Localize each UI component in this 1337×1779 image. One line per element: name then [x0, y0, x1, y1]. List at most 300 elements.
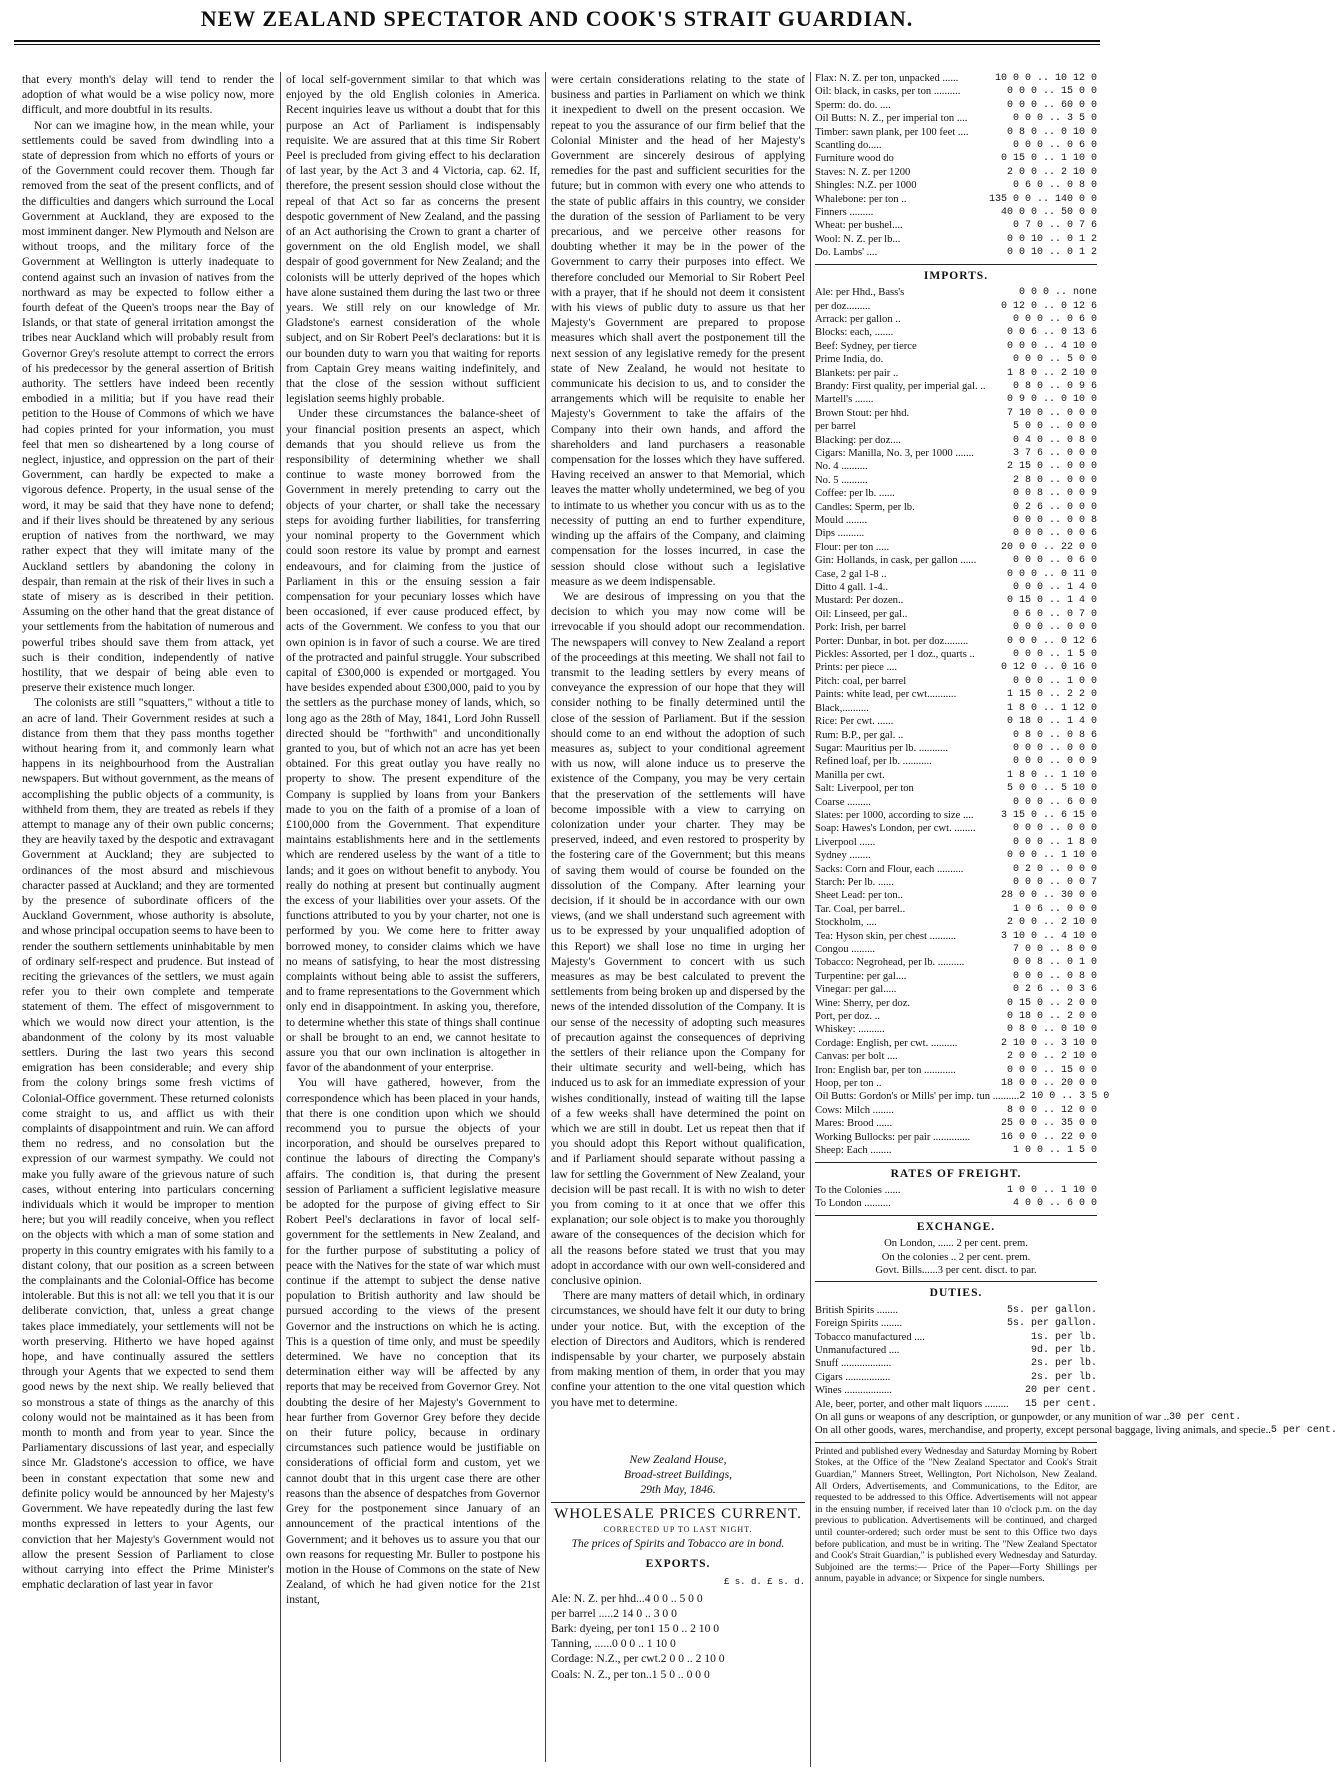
item-price: 0 0 10 .. 0 1 2	[1006, 247, 1097, 259]
item-name: Prints: per piece ....	[815, 662, 898, 674]
item-price: 0 15 0 .. 2 0 0	[1006, 997, 1097, 1009]
item-name: Ale, beer, porter, and other malt liquors .........	[815, 1398, 1009, 1410]
item-price: 0 0 0 .. 1 5 0	[1012, 649, 1097, 661]
item-price: 7 0 0 .. 8 0 0	[1012, 944, 1097, 955]
item-name: Foreign Spirits ........	[815, 1318, 903, 1330]
item-price: 1 8 0 .. 1 12 0	[1006, 702, 1097, 714]
price-row	[815, 635, 1097, 648]
divider	[815, 1281, 1097, 1282]
item-price: 0 0 0 .. 60 0 0	[1006, 99, 1097, 111]
item-price: 2s. per lb.	[1030, 1371, 1097, 1383]
price-row	[815, 367, 1097, 380]
prices-note: The prices of Spirits and Tobacco are in bond.	[571, 1538, 785, 1551]
item-price: 0 0 0 .. 15 0 0	[1006, 1064, 1097, 1076]
item-price: 0 0 0 .. 0 0 0	[1012, 742, 1097, 754]
prices-subtitle: CORRECTED UP TO LAST NIGHT.	[603, 1524, 753, 1534]
item-name: Slates: per 1000, according to size ....	[815, 809, 974, 821]
item-price: 135 0 0 .. 140 0 0	[988, 193, 1097, 205]
item-price: 0 0 0 .. 1 8 0	[1012, 836, 1097, 848]
price-row	[815, 313, 1097, 326]
item-price: 0 0 0 .. 1 4 0	[1012, 582, 1097, 594]
item-name: Bark: dyeing, per ton	[551, 1622, 650, 1636]
price-row	[815, 863, 1097, 876]
item-name: Finners .........	[815, 207, 874, 219]
item-name: British Spirits ........	[815, 1304, 898, 1316]
price-row	[815, 112, 1097, 125]
item-name: Tea: Hyson skin, per chest ..........	[815, 930, 957, 942]
item-name: Cigars: Manilla, No. 3, per 1000 .......	[815, 447, 974, 459]
price-row	[815, 393, 1097, 406]
item-name: Salt: Liverpool, per ton	[815, 783, 914, 795]
item-name: Black,..........	[815, 702, 869, 714]
item-price: 0 0 0 .. 0 0 9	[1012, 756, 1097, 768]
imports-list	[815, 286, 1110, 1157]
item-name: Tanning, ......	[551, 1637, 613, 1651]
item-price: 0 12 0 .. 0 12 6	[1000, 300, 1097, 312]
item-name: Wines ..................	[815, 1385, 892, 1397]
item-price: 0 0 0 .. 0 6 0	[1012, 555, 1097, 567]
price-row	[815, 1104, 1097, 1117]
price-row	[815, 501, 1097, 514]
item-name: Congou .........	[815, 944, 876, 955]
price-row	[551, 1667, 805, 1682]
item-name: Shingles: N.Z. per 1000	[815, 180, 917, 192]
price-row	[815, 179, 1097, 192]
price-row	[815, 688, 1097, 701]
price-row	[815, 1037, 1097, 1050]
item-price: 0 0 0 .. 5 0 0	[1012, 354, 1097, 366]
item-name: Furniture wood do	[815, 153, 894, 165]
item-name: Liverpool ......	[815, 836, 876, 848]
item-name: Porter: Dunbar, in bot. per doz.........	[815, 635, 969, 647]
item-name: No. 5 ..........	[815, 474, 868, 486]
item-name: To the Colonies ......	[815, 1184, 901, 1196]
price-row	[815, 581, 1097, 594]
price-row	[815, 594, 1097, 607]
exports-continued	[815, 72, 1097, 260]
item-name: Snuff ...................	[815, 1358, 892, 1370]
item-price: 0 0 0 .. 0 12 6	[1006, 635, 1097, 647]
price-row	[815, 568, 1097, 581]
duty-row	[815, 1344, 1097, 1357]
item-name: Unmanufactured ....	[815, 1344, 900, 1356]
item-price: 0 9 0 .. 0 10 0	[1006, 394, 1097, 406]
price-row	[815, 916, 1097, 929]
item-name: Oil: Linseed, per gal..	[815, 608, 908, 620]
item-name: Cows: Milch ........	[815, 1104, 894, 1116]
item-price: 0 0 0 .. 4 10 0	[1006, 340, 1097, 352]
item-name: Wine: Sherry, per doz.	[815, 997, 911, 1009]
price-row	[815, 822, 1097, 835]
item-price: 0 18 0 .. 2 0 0	[1006, 1011, 1097, 1023]
price-row	[815, 219, 1097, 232]
item-name: Beef: Sydney, per tierce	[815, 340, 917, 352]
item-price: 2 10 0 .. 3 5 0	[1019, 1091, 1110, 1103]
item-price: 0 6 0 .. 0 8 0	[1012, 180, 1097, 192]
item-name: Sperm: do. do. ....	[815, 99, 891, 111]
item-price: 15 per cent.	[1024, 1398, 1097, 1410]
price-row	[815, 876, 1097, 889]
price-row	[815, 99, 1097, 112]
item-name: Vinegar: per gal.....	[815, 984, 897, 996]
exports-heading: EXPORTS.	[645, 1558, 711, 1571]
column-divider	[545, 72, 546, 1762]
article-column-1	[22, 72, 274, 1762]
divider	[815, 1442, 1097, 1443]
item-price: 2 15 0 .. 0 0 0	[1006, 461, 1097, 473]
item-name: Sugar: Mauritius per lb. ...........	[815, 742, 948, 754]
paragraph: of local self-government similar to that which was enjoyed by the old English colonies in America. Recent inquiries leave us without a doubt that for this purpose an Act of Parliament is indispensably requisite. We are assured that at this time Sir Robert Peel is precluded from giving effect to his declaration of last year, by the Act 3 and 4 Victoria, cap. 62. If, therefore, the present session should close without the repeal of that Act so far as concerns the present despotic government of New Zealand, and the passing of an Act authorising the Crown to grant a charter of government on the old English model, we shall despair of good government for New Zealand; and the colonists will be utterly deprived of the hopes which have alone sustained them during the last two or three years. We still rely on our knowledge of Mr. Gladstone's earnest consideration of the whole subject, and on Sir Robert Peel's declarations: but it is our bounden duty to warn you that waiting for reports from Captain Grey means waiting indefinitely, and that the close of the session without sufficient legislation seems highly probable.	[286, 73, 540, 406]
price-row	[815, 326, 1097, 339]
item-price: 2 0 0 .. 2 10 0	[1006, 1051, 1097, 1063]
price-row	[815, 193, 1097, 206]
price-row	[551, 1636, 805, 1651]
price-row	[551, 1621, 805, 1636]
price-row	[815, 889, 1097, 902]
price-row	[815, 126, 1097, 139]
price-row	[815, 434, 1097, 447]
item-price: 1 8 0 .. 1 10 0	[1006, 769, 1097, 781]
item-price: 0 0 0 .. 15 0 0	[1006, 86, 1097, 98]
price-row	[815, 353, 1097, 366]
item-price: 1 5 0 .. 0 0 0	[651, 1667, 710, 1681]
duty-row	[815, 1371, 1097, 1384]
price-row	[815, 1131, 1097, 1144]
item-name: Arrack: per gallon ..	[815, 313, 901, 325]
item-price: 0 0 0 .. 3 5 0	[1012, 113, 1097, 125]
masthead: NEW ZEALAND SPECTATOR AND COOK'S STRAIT GUARDIAN.	[200, 6, 914, 31]
paragraph: were certain considerations relating to the state of business and parties in Parliament on which we think it inexpedient to dwell on the present occasion. We repeat to you the assurance of our firm belief that the Colonial Minister and the head of her Majesty's Government are sincerely desirous of applying remedies for the past and sufficient securities for the future; but in common with every one who attends to the state of public affairs in this country, we consider the duration of the session of Parliament to be very precarious, and we perceive other reasons for doubting whether it may be in the power of the Government to carry their purposes into effect. We therefore concluded our Memorial to Sir Robert Peel with a prayer, that if he should not deem it consistent with his views of public duty to assure us that her Majesty's Government are prepared to propose measures which shall avert the postponement till the next session of any legislative remedy for the present state of New Zealand, he would not hesitate to communicate his decision to us, and to consider the arrangements which will be requisite to enable her Majesty's Government to take the affairs of the Company into their own hands, and afford the shareholders and land purchasers a reasonable compensation for the losses which they have suffered. Having received an answer to that Memorial, which leaves the matter wholly undetermined, we beg of you to intimate to us whether you concur with us as to the necessity of putting an end to further expenditure, winding up the affairs of the Company, and claiming compensation for the losses incurred, in case the session should close without such a legislative measure as we deem indispensable.	[551, 73, 805, 588]
imports-heading: IMPORTS.	[923, 269, 989, 282]
price-row	[815, 769, 1097, 782]
item-price: 0 8 0 .. 0 9 6	[1012, 380, 1097, 392]
item-price: 0 0 0 .. 0 6 0	[1012, 313, 1097, 325]
item-name: Sheep: Each ........	[815, 1145, 892, 1157]
item-name: Tar. Coal, per barrel..	[815, 903, 906, 915]
price-row	[815, 742, 1097, 755]
item-name: Mustard: Per dozen..	[815, 595, 904, 607]
signoff-line: Broad-street Buildings,	[624, 1468, 732, 1482]
item-name: Refined loaf, per lb. ...........	[815, 756, 932, 768]
freight-list	[815, 1184, 1097, 1211]
freight-heading: RATES OF FREIGHT.	[890, 1167, 1022, 1180]
item-name: per doz.........	[815, 300, 871, 312]
item-name: Martell's .......	[815, 394, 874, 406]
price-row	[815, 702, 1097, 715]
item-price: 1 15 0 .. 2 2 0	[1006, 689, 1097, 701]
item-name: Whiskey: ..........	[815, 1024, 885, 1036]
item-name: Canvas: per bolt ....	[815, 1051, 898, 1063]
colophon: Printed and published every Wednesday and Saturday Morning by Robert Stokes, at the Office of the "New Zealand Spectator and Cook's Strait Guardian," Manners Street, Wellington, Port Nicholson, New Zealand. All Orders, Advertisements, and Communications, to the Editor, are requested to be addressed to this Office. Advertisements will not appear in the ensuing number, if received later than 10 o'clock p.m. on the day previous to publication. Advertisements will be continued, and charged until counter-ordered; such order must be sent to this Office two days before publication, and must be in writing. The "New Zealand Spectator and Cook's Strait Guardian," is published every Wednesday and Saturday. Subjoined are the terms:— Price of the Paper—Forty Shillings per annum, payable in advance; or Sixpence for single numbers.	[815, 1446, 1097, 1585]
price-row	[815, 1077, 1097, 1090]
item-name: Ditto 4 gall. 1-4..	[815, 582, 888, 594]
item-name: Hoop, per ton ..	[815, 1078, 882, 1090]
price-row	[815, 729, 1097, 742]
price-row	[815, 340, 1097, 353]
item-price: 0 0 0 .. 0 11 0	[1006, 568, 1097, 580]
item-name: Mould ........	[815, 515, 868, 526]
item-price: 2 0 0 .. 2 10 0	[1006, 166, 1097, 178]
item-name: Sheet Lead: per ton..	[815, 890, 903, 902]
item-name: To London ..........	[815, 1198, 891, 1210]
item-name: Manilla per cwt.	[815, 769, 885, 781]
item-price: 0 7 0 .. 0 7 6	[1012, 220, 1097, 232]
price-row	[815, 997, 1097, 1010]
duty-row	[815, 1424, 1337, 1437]
price-row	[815, 72, 1097, 85]
article-body	[551, 72, 805, 1452]
price-row	[815, 970, 1097, 983]
price-row	[815, 1064, 1097, 1077]
item-price: 4 0 0 .. 6 0 0	[1012, 1198, 1097, 1210]
duty-row	[815, 1357, 1097, 1370]
price-row	[815, 648, 1097, 661]
price-row	[815, 1090, 1110, 1103]
item-name: Mares: Brood ......	[815, 1118, 893, 1130]
item-price: 0 15 0 .. 1 4 0	[1006, 595, 1097, 607]
item-name: Blocks: each, .......	[815, 327, 894, 339]
duty-row	[815, 1398, 1097, 1411]
duties-list	[815, 1304, 1337, 1438]
item-price: 0 0 0 .. none	[1018, 287, 1097, 299]
item-price: 0 8 0 .. 0 10 0	[1006, 1024, 1097, 1036]
masthead-rule-thin	[14, 44, 1100, 45]
exports-list	[551, 1591, 805, 1682]
duty-row	[815, 1317, 1097, 1330]
divider	[551, 1502, 805, 1503]
price-row	[815, 554, 1097, 567]
paragraph: We are desirous of impressing on you that the decision to which you may now come will be irrevocable if you should adopt our recommendation. The newspapers will convey to New Zealand a report of the proceedings at this meeting. We shall not fail to transmit to the leading settlers by every means of conveyance the expression of our hope that they will consider nothing to be finally determined until the close of the session of Parliament. But if the session should come to an end without the adoption of such measures as, subject to your conditional agreement with us now, will alone induce us to preserve the existence of the Company, you may be very certain that the preservation of the settlements will have become impossible with a view to carrying on colonization under your charter. They may be preserved, indeed, and even restored to prosperity by the fostering care of the Government; but this means of saving them would of course be founded on the dissolution of the Company. After learning your decision, if it should be in accordance with our own views, (and we shall understand such agreement with us to be expressed by your unqualified adoption of this Report) we shall lose no time in urging her Majesty's Government to concert with us such measures as may be best calculated to prevent the settlements from being broken up and dispersed by the news of the intended dissolution of the Company. It is our sense of the necessity of adopting such measures of precaution against the consequences of depriving the settlers of their reliance upon the Company for their ultimate security and well-being, which has induced us to ask for an immediate expression of your wishes conditionally, instead of waiting till the lapse of a few weeks shall have determined the point on which we are still in doubt. Let us repeat then that if you should adopt this Report without qualification, and if Parliament should separate without passing a law for settling the Government of New Zealand, your decision will be past recall. It is with no wish to deter you from coming to it at once that we offer this explanation; our sole object is to make you thoroughly aware of the consequences of the decision which for all the reasons before stated we trust that you may adopt in accordance with our own well-considered and conclusive opinion.	[551, 589, 806, 1288]
item-name: No. 4 ..........	[815, 461, 868, 473]
item-price: 5s. per gallon.	[1006, 1318, 1097, 1330]
item-name: Wool: N. Z. per lb...	[815, 233, 901, 245]
price-row	[815, 487, 1097, 500]
price-row	[815, 1050, 1097, 1063]
item-price: 30 per cent.	[1169, 1412, 1242, 1423]
item-price: 18 0 0 .. 20 0 0	[1000, 1078, 1097, 1090]
duty-row	[815, 1411, 1242, 1424]
price-row	[815, 527, 1097, 540]
item-price: 40 0 0 .. 50 0 0	[1000, 207, 1097, 219]
item-name: Iron: English bar, per ton ............	[815, 1064, 956, 1076]
item-price: 28 0 0 .. 30 0 0	[1000, 890, 1097, 902]
column-divider	[810, 72, 811, 1767]
item-price: 3 10 0 .. 4 10 0	[1000, 930, 1097, 942]
item-price: 2 0 0 .. 2 10 0	[1006, 917, 1097, 929]
item-price: 9d. per lb.	[1030, 1344, 1097, 1356]
item-name: Ale: N. Z. per hhd...	[551, 1591, 645, 1605]
item-price: 0 0 0 .. 0 0 6	[1012, 528, 1097, 540]
item-name: Oil: black, in casks, per ton ..........	[815, 86, 961, 98]
item-price: 10 0 0 .. 10 12 0	[994, 73, 1097, 84]
price-row	[815, 85, 1097, 98]
price-row	[815, 930, 1097, 943]
item-name: per barrel	[815, 421, 856, 433]
item-name: Sacks: Corn and Flour, each ..........	[815, 863, 964, 875]
paragraph: Under these circumstances the balance-sheet of your financial position presents an aspect, which demands that you should relieve us from the responsibility of determining whether we shall continue to waste money borrowed from the Government in merely pretending to carry out the objects of your charter, or shall take the necessary steps for avoiding further liabilities, for transferring your nominal property to the Government which could soon restore its value by prompt and earnest endeavours, and for claiming from the justice of Parliament in this or the ensuing session a fair compensation for your pecuniary losses which have been occasioned, if ever cause produced effect, by acts of the Government. We confess to you that our own opinion is in favor of such a course. We are tired of the protracted and painful struggle. Your subscribed capital of £300,000 is expended or mortgaged. You have besides expended about £300,000, paid to you by the settlers as the purchase money of lands, which, so long ago as the 28th of May, 1841, Lord John Russell directed should be "forthwith" and unconditionally granted to you, but of which not an acre has yet been obtained. For this great outlay you have really no property to show. The present expenditure of the Company is supplied by loans from your Bankers made to you on the faith of a promise of a loan of £100,000 from the Government. That expenditure maintains establishments here and in the settlements which are rendered useless by the want of a title to lands; and it goes on without benefit to anybody. You really do nothing at present but continually augment the excess of your liabilities over your assets. Of the functions attributed to you by your charter, not one is performed by you. We come here to fritter away borrowed money, to consider claims which we have no means of satisfying, to hear the most distressing complaints without being able to assist the sufferers, and to frame representations to the Government which only end in disappointment. In asking you, therefore, to determine whether this state of things shall continue or shall be brought to an end, we cannot hesitate to assure you that our own inclination is altogether in favor of the abandonment of your enterprise.	[286, 407, 540, 1075]
freight-row	[815, 1184, 1097, 1197]
item-price: 0 4 0 .. 0 8 0	[1012, 434, 1097, 446]
item-price: 0 12 0 .. 0 16 0	[1000, 662, 1097, 674]
item-price: 1 8 0 .. 2 10 0	[1006, 367, 1097, 379]
item-name: Coals: N. Z., per ton..	[551, 1667, 652, 1681]
duty-row	[815, 1331, 1097, 1344]
item-price: 16 0 0 .. 22 0 0	[1000, 1131, 1097, 1143]
item-name: Oil Butts: Gordon's or Mills' per imp. tun ..........	[815, 1091, 1020, 1103]
freight-row	[815, 1197, 1097, 1210]
item-name: Pitch: coal, per barrel	[815, 675, 907, 687]
item-name: Brown Stout: per hhd.	[815, 407, 910, 419]
price-row	[815, 420, 1097, 433]
price-row	[815, 1117, 1097, 1130]
item-name: Scantling do.....	[815, 140, 882, 152]
item-price: 5 per cent.	[1270, 1425, 1337, 1437]
item-price: 3 15 0 .. 6 15 0	[1000, 809, 1097, 821]
item-name: Flour: per ton .....	[815, 541, 890, 553]
item-name: Blacking: per doz....	[815, 434, 901, 446]
prices-title: WHOLESALE PRICES CURRENT.	[554, 1505, 802, 1522]
item-price: 0 0 8 .. 0 1 0	[1012, 957, 1097, 969]
item-name: Flax: N. Z. per ton, unpacked ......	[815, 73, 959, 84]
item-price: 2 14 0 .. 3 0 0	[613, 1606, 677, 1620]
item-name: Stockholm, ....	[815, 917, 877, 929]
price-row	[815, 380, 1097, 393]
item-price: 1 15 0 .. 2 10 0	[649, 1622, 720, 1636]
paragraph: The colonists are still "squatters," without a title to an acre of land. Their Government resides at such a distance from them that they pass months together without hearing from it, and commonly learn what happens in its neighbourhood from the Australian newspapers. But without government, as the means of accomplishing the public objects of a community, is withheld from them, they are treated as rebels if they attempt to manage any of their own public concerns; they are heavily taxed by the despotic and extravagant Government at Auckland; they are subjected to ordinances of the most absurd and mischievous character passed at Auckland; and they are tormented by the presence of subordinate officers of the Auckland Government, whose authority is absolute, and whose principal occupation seems to have been to render the southern settlements uninhabitable by men of ordinary self-respect and prudence. But instead of reciting the grievances of the settlers, we must again refer you to their own complete and temperate statement of them. The effect of misgovernment to which we would now direct your attention, is the abandonment of the colony by its most valuable settlers. During the last two years this second emigration has been considerable; and every ship from the colony brings some fresh victims of Colonial-Office government. These returned colonists come straight to us, and afflict us with their complaints of disappointment and ruin. We can afford them no redress, and no consolation but the expression of our warmest sympathy. We could not make you fully aware of the grievous nature of such cases, without entering into particulars concerning individuals which it would be improper to mention here; but you will readily conceive, when you reflect on the objects with which a man of some station and property in this country emigrates with his family to a distant colony, that our position as a screen between the complainants and the Colonial-Office has become intolerable. But this is not all: we tell you that it is our deliberate conviction, that, unless a great change takes place immediately, your settlements will not be worth preserving. Hitherto we have hoped against hope, and have continually assured the settlers through your Agents that we expected to send them good news by the next ship. We really believed that so monstrous a state of things as the anarchy of this colony would not be maintained as it has been from month to month and from year to year. Since the Parliamentary discussions of last year, and especially since Mr. Gladstone's accession to office, we have been in constant expectation that some new and definite policy would be announced by her Majesty's Government. We have repeatedly during the last few months expressed in letters to your Agents, our conviction that her Majesty's Government would not allow the present Session of Parliament to close without carrying into effect the Prime Minister's emphatic declaration of last year in favor	[22, 696, 274, 1592]
item-price: 1 0 0 .. 1 5 0	[1012, 1145, 1097, 1157]
price-row	[815, 983, 1097, 996]
item-price: 0 0 0 .. 6 0 0	[1012, 796, 1097, 808]
price-row	[815, 514, 1097, 527]
price-row	[815, 849, 1097, 862]
price-row	[815, 1144, 1097, 1157]
duties-heading: DUTIES.	[929, 1287, 983, 1300]
item-price: 25 0 0 .. 35 0 0	[1000, 1118, 1097, 1130]
prices-column	[815, 72, 1337, 1767]
paragraph: There are many matters of detail which, in ordinary circumstances, we should have felt it our duty to bring under your notice. But, with the exception of the election of Directors and Auditors, which is rendered indispensable by your charter, we purposely abstain from making mention of them, in order that you may confine your attention to the one vital question which you have met to determine.	[551, 1289, 805, 1409]
item-price: 0 0 0 .. 0 0 0	[1012, 823, 1097, 835]
paragraph: that every month's delay will tend to render the adoption of what would be a wise policy now, more difficult, and more doubtful in its results.	[22, 73, 274, 117]
item-price: 0 0 0 .. 1 10 0	[612, 1637, 676, 1651]
item-price: 0 2 0 .. 0 0 0	[1012, 863, 1097, 875]
divider	[815, 264, 1097, 265]
item-name: Prime India, do.	[815, 354, 884, 366]
divider	[815, 1162, 1097, 1163]
paragraph: You will have gathered, however, from the correspondence which has been placed in your hands, that there is one condition upon which we should recommend you to pursue the objects of your incorporation, and should be ourselves prepared to continue the labours of directing the Company's affairs. The condition is, that during the present session of Parliament a sufficient legislative measure be adopted for the purpose of giving effect to Sir Robert Peel's declarations in favor of local self-government for the settlements in New Zealand, and for the further purpose of substituting a policy of peace with the Natives for the state of war which must continue if the attempt to subject the dense native population to British authority and law should be pursued according to the views of the present Governor and the instructions on which he is acting. This is a question of time only, and must be speedily determined. We have no conception that its determination either way will be affected by any reports that may be received from Governor Grey. Not doubting the desire of her Majesty's Government to hear further from Governor Grey before they decide on their future policy, because in ordinary circumstances such patience would be justifiable on considerations of official form and custom, yet we cannot doubt that in this urgent case there are other reasons than the absence of despatches from Governor Grey for the postponement since January of an announcement of the practical intentions of the Government; and it behoves us to assure you that our own reasons for requesting Mr. Buller to postpone his motion in the House of Commons on the state of New Zealand, of which he had given notice for the 21st instant,	[286, 1076, 540, 1607]
item-name: Pickles: Assorted, per 1 doz., quarts ..	[815, 649, 975, 661]
currency-columns: £ s. d. £ s. d.	[723, 1577, 805, 1588]
item-name: Cordage: N.Z., per cwt.	[551, 1652, 661, 1666]
price-row	[551, 1651, 805, 1666]
price-row	[815, 943, 1097, 956]
item-price: 0 15 0 .. 1 10 0	[1000, 153, 1097, 165]
item-name: Sydney ........	[815, 850, 871, 862]
item-price: 0 18 0 .. 1 4 0	[1006, 716, 1097, 728]
item-price: 2 8 0 .. 0 0 0	[1012, 474, 1097, 486]
price-row	[815, 139, 1097, 152]
item-price: 0 2 6 .. 0 0 0	[1012, 501, 1097, 513]
item-name: Paints: white lead, per cwt...........	[815, 689, 957, 701]
price-row	[551, 1591, 805, 1606]
signoff-date: 29th May, 1846.	[640, 1483, 716, 1497]
item-name: Rum: B.P., per gal. ..	[815, 729, 904, 741]
price-row	[815, 460, 1097, 473]
item-name: per barrel .....	[551, 1606, 614, 1620]
item-name: Do. Lambs' ....	[815, 247, 878, 259]
item-name: Staves: N. Z. per 1200	[815, 166, 911, 178]
price-row	[815, 621, 1097, 634]
masthead-rule	[14, 40, 1100, 42]
item-price: 3 7 6 .. 0 0 0	[1012, 447, 1097, 459]
item-price: 20 per cent.	[1024, 1385, 1097, 1397]
price-row	[815, 796, 1097, 809]
exchange-line: Govt. Bills......3 per cent. disct. to par.	[875, 1264, 1037, 1276]
item-name: Wheat: per bushel....	[815, 220, 903, 232]
item-price: 0 0 10 .. 0 1 2	[1006, 233, 1097, 245]
item-price: 2s. per lb.	[1030, 1358, 1097, 1370]
item-name: Starch: Per lb. ......	[815, 876, 894, 888]
item-price: 5 0 0 .. 0 0 0	[1012, 421, 1097, 433]
item-price: 5 0 0 .. 5 10 0	[1006, 783, 1097, 795]
item-price: 0 0 6 .. 0 13 6	[1006, 327, 1097, 339]
price-row	[815, 447, 1097, 460]
paragraph: Nor can we imagine how, in the mean while, your settlements could be saved from dwindling into a state of depression from which no efforts of yours or of the Government could recover them. Though far removed from the seat of the present conflicts, and of the difficulties and dangers which surround the Local Government at Auckland, they are exposed to the most imminent danger. New Plymouth and Nelson are without troops, and the military force of the Government at Wellington is utterly inadequate to contend against such an invasion of natives from the northward as may be expected to follow either a fourth defeat of the Queen's troops near the Bay of Islands, or that state of general irritation amongst the tribes near Auckland which will probably result from Governor Grey's resolute attempt to correct the errors of his predecessor by the general assertion of British authority. The settlers have indeed been recently embodied in a militia; but if you have read their petition to the House of Commons of which we have had copies printed for your information, you must feel that men so disheartened by a long course of neglect, injustice, and oppression on the part of their Government, can hardly be expected to make a vigorous defence. Property, in the usual sense of the word, it may be said that they have none to defend; and if their lives should be threatened by any serious eruption of natives from the northward, we may rather expect that they will imitate many of the Auckland settlers by abandoning the colony in despair, than remain at the risk of their lives in such a state of misery as is described in their petition. Assuming on the other hand that the great distance of your settlements from the habitation of numerous and powerful tribes should save them from attack, yet such is their condition, independently of native hostility, that we despair of being able even to preserve their existence much longer.	[22, 118, 274, 695]
item-name: On all guns or weapons of any description, or gunpowder, or any munition of war ..	[815, 1412, 1170, 1423]
item-price: 1 0 6 .. 0 0 0	[1012, 903, 1097, 915]
item-price: 2 10 0 .. 3 10 0	[1000, 1037, 1097, 1049]
price-row	[815, 152, 1097, 165]
price-row	[815, 407, 1097, 420]
item-name: Cigars .................	[815, 1371, 891, 1383]
item-price: 0 8 0 .. 0 10 0	[1006, 126, 1097, 138]
item-price: 1 0 0 .. 1 10 0	[1006, 1184, 1097, 1196]
item-name: Port, per doz. ..	[815, 1011, 881, 1023]
item-name: Turpentine: per gal....	[815, 970, 907, 982]
item-price: 0 0 0 .. 0 6 0	[1012, 140, 1097, 152]
price-row	[815, 1023, 1097, 1036]
item-price: 20 0 0 .. 22 0 0	[1000, 541, 1097, 553]
price-row	[815, 715, 1097, 728]
item-name: Candles: Sperm, per lb.	[815, 501, 915, 513]
item-name: Gin: Hollands, in cask, per gallon ......	[815, 555, 977, 567]
item-price: 1s. per lb.	[1030, 1331, 1097, 1343]
price-row	[815, 903, 1097, 916]
item-name: Case, 2 gal 1-8 ..	[815, 568, 887, 580]
item-name: Tobacco: Negrohead, per lb. ..........	[815, 957, 965, 969]
item-name: Pork: Irish, per barrel	[815, 622, 907, 634]
price-row	[815, 246, 1097, 259]
column-divider	[280, 72, 281, 1762]
item-price: 0 0 0 .. 0 0 8	[1012, 515, 1097, 526]
item-price: 0 2 6 .. 0 3 6	[1012, 984, 1097, 996]
item-name: Soap: Hawes's London, per cwt. ........	[815, 823, 976, 835]
item-name: Timber: sawn plank, per 100 feet ....	[815, 126, 969, 138]
item-name: Dips ..........	[815, 528, 865, 540]
article-column-2	[286, 72, 540, 1762]
price-row	[815, 661, 1097, 674]
price-row	[815, 286, 1097, 299]
price-row	[551, 1606, 805, 1621]
item-name: Working Bullocks: per pair ..............	[815, 1131, 971, 1143]
divider	[815, 1215, 1097, 1216]
item-price: 0 0 0 .. 0 0 7	[1012, 876, 1097, 888]
price-row	[815, 782, 1097, 795]
exchange-line: On the colonies .. 2 per cent. prem.	[881, 1251, 1031, 1263]
item-name: Ale: per Hhd., Bass's	[815, 287, 905, 299]
item-price: 0 0 8 .. 0 0 9	[1012, 488, 1097, 500]
item-name: Tobacco manufactured ....	[815, 1331, 925, 1343]
item-price: 0 8 0 .. 0 8 6	[1012, 729, 1097, 741]
